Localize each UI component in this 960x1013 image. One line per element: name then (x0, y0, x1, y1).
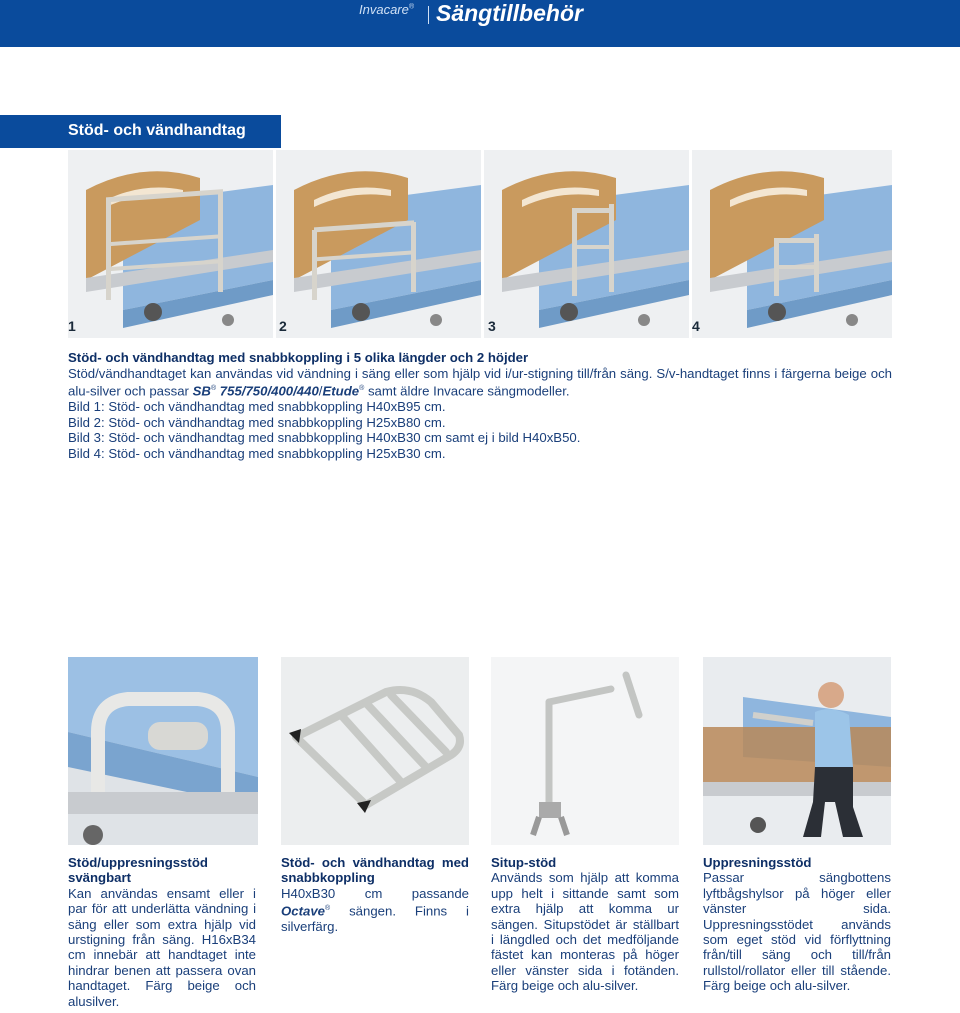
product-description (68, 350, 892, 462)
brand-divider (428, 6, 429, 24)
description-line-3: Bild 3: Stöd- och vändhandtag med snabbkoppling H40xB30 cm samt ej i bild H40xB50. (68, 430, 581, 446)
bed-with-short-high-rail-image (484, 150, 689, 338)
description-heading: Stöd- och vändhandtag med snabbkoppling i 5 olika längder och 2 höjder (68, 350, 529, 365)
description-line-1: Bild 1: Stöd- och vändhandtag med snabbkoppling H40xB95 cm. (68, 399, 446, 415)
product-heading-4: Uppresningsstöd (703, 855, 812, 870)
description-intro: Stöd/vändhandtaget kan användas vid vändning i säng eller som hjälp vid i/ur-stigning till/från säng. S/v-handtaget finns i färgerna beige och alu-silver och passar SB® 755/750/400/440/Etude® samt äldre Invacare sängmodeller. (68, 365, 892, 399)
product-text-1: Kan användas ensamt eller i par för att underlätta vändning i säng eller som extra hjälp vid urstigning från säng. H16xB34 cm innebär att handtaget inte hindrar benen att passera ovan handtaget. Färg beige och alusilver. (68, 885, 256, 1009)
swivel-support-handle-image (68, 657, 258, 845)
section-title: Stöd- och vändhandtag (68, 122, 246, 139)
photo-number-3: 3 (488, 318, 496, 334)
bed-photo-3 (484, 150, 689, 338)
woman-using-standing-support-image (703, 657, 891, 845)
product-photo-4 (703, 657, 891, 845)
product-text-4: Passar sängbottens lyftbågshylsor på höger eller vänster sida. Uppresningsstödet används som eget stöd vid förflyttning från/till säng och till/från rullstol/rollator eller till stående. Färg beige och alu-silver. (703, 870, 891, 994)
bed-with-short-low-rail-image (692, 150, 892, 338)
product-col-2 (281, 855, 469, 934)
bed-photo-1 (68, 150, 273, 338)
description-line-4: Bild 4: Stöd- och vändhandtag med snabbkoppling H25xB30 cm. (68, 445, 446, 461)
photo-number-2: 2 (279, 318, 287, 334)
photo-number-1: 1 (68, 318, 76, 334)
bed-with-long-high-rail-image (68, 150, 273, 338)
page-title: Sängtillbehör (436, 0, 583, 26)
product-photo-3 (491, 657, 679, 845)
product-text-3: Används som hjälp att komma upp helt i sittande samt som extra hjälp att komma ur sängen. Situpstödet är ställbart i längdled och det medföljande fästet kan monteras på höger eller vänster sida i fotänden. Färg beige och alu-silver. (491, 870, 679, 994)
product-col-1 (68, 855, 256, 1009)
situp-support-image (491, 657, 679, 845)
product-heading-2: Stöd- och vändhandtag med snabbkoppling (281, 855, 469, 886)
product-photo-1 (68, 657, 258, 845)
bed-with-long-low-rail-image (276, 150, 481, 338)
product-photo-2 (281, 657, 469, 845)
brand-logo: Invacare® (359, 2, 415, 17)
product-col-4 (703, 855, 891, 994)
quick-coupling-handle-image (281, 657, 469, 845)
photo-number-4: 4 (692, 318, 700, 334)
bed-photo-4 (692, 150, 892, 338)
product-col-3 (491, 855, 679, 994)
product-heading-3: Situp-stöd (491, 855, 557, 870)
product-text-2: H40xB30 cm passande Octave® sängen. Finns i silverfärg. (281, 885, 469, 935)
description-line-2: Bild 2: Stöd- och vändhandtag med snabbkoppling H25xB80 cm. (68, 414, 446, 430)
bed-photo-2 (276, 150, 481, 338)
product-heading-1: Stöd/uppresningsstöd svängbart (68, 855, 208, 886)
